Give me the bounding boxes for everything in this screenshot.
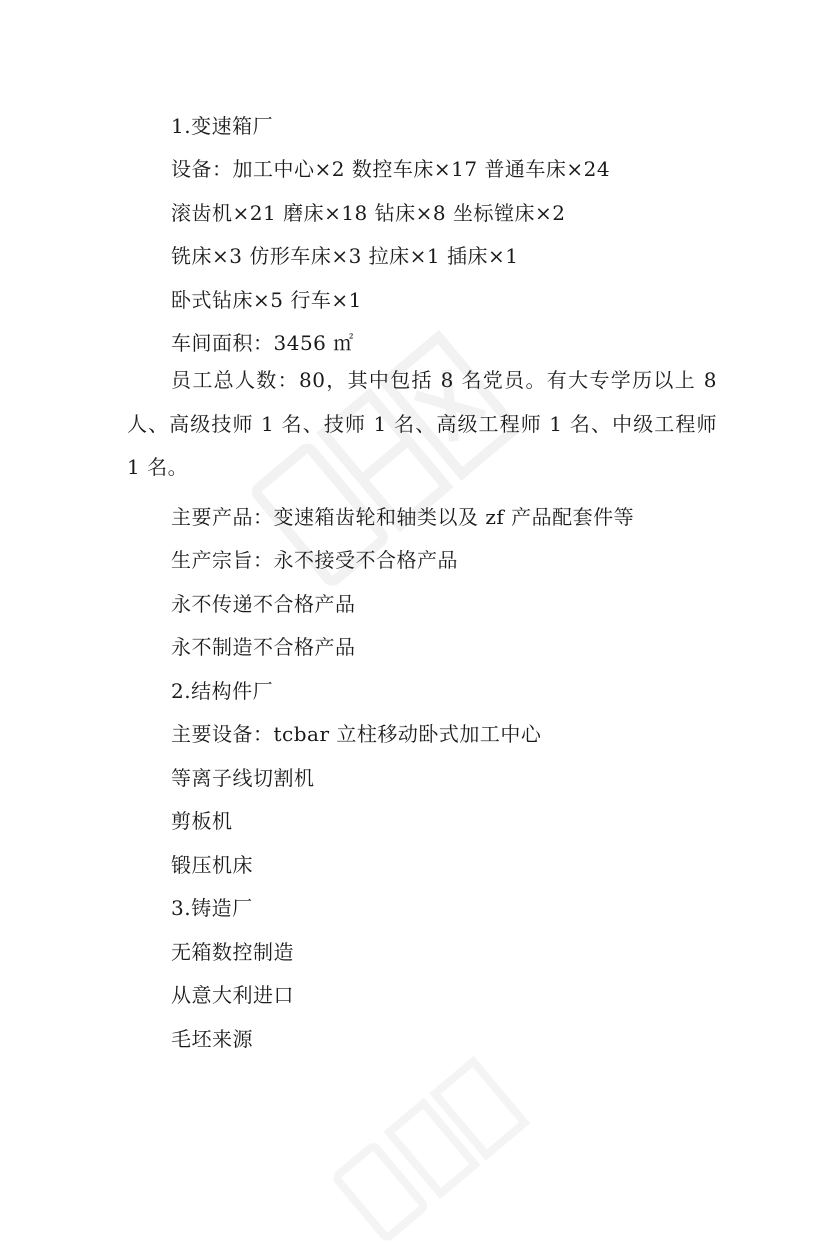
- equipment-item-forging: 锻压机床: [171, 853, 253, 877]
- staff-paragraph: 员工总人数：80，其中包括 8 名党员。有大专学历以上 8 人、高级技师 1 名、技师 1 名、高级工程师 1 名、中级工程师 1 名。: [127, 368, 717, 479]
- main-equipment: 主要设备：tcbar 立柱移动卧式加工中心: [171, 722, 542, 746]
- workshop-area: 车间面积：3456 ㎡: [171, 331, 354, 355]
- section-heading-structure-plant: 2.结构件厂: [171, 679, 274, 703]
- equipment-line-1: 设备：加工中心×2 数控车床×17 普通车床×24: [171, 157, 611, 181]
- equipment-line-3: 铣床×3 仿形车床×3 拉床×1 插床×1: [171, 244, 519, 268]
- purpose-line-2: 永不传递不合格产品: [171, 592, 356, 616]
- foundry-item-2: 从意大利进口: [171, 983, 294, 1007]
- equipment-item-plasma: 等离子线切割机: [171, 766, 315, 790]
- section-heading-foundry: 3.铸造厂: [171, 896, 253, 920]
- equipment-item-shear: 剪板机: [171, 809, 233, 833]
- main-products: 主要产品：变速箱齿轮和轴类以及 zf 产品配套件等: [171, 505, 635, 529]
- production-purpose: 生产宗旨：永不接受不合格产品: [171, 548, 458, 572]
- foundry-item-1: 无箱数控制造: [171, 940, 294, 964]
- purpose-line-3: 永不制造不合格产品: [171, 635, 356, 659]
- foundry-item-3: 毛坯来源: [171, 1027, 253, 1051]
- section-heading-gearbox-plant: 1.变速箱厂: [171, 114, 274, 138]
- watermark-logo-bottom: [315, 1040, 545, 1260]
- equipment-line-2: 滚齿机×21 磨床×18 钻床×8 坐标镗床×2: [171, 201, 566, 225]
- equipment-line-4: 卧式钻床×5 行车×1: [171, 288, 362, 312]
